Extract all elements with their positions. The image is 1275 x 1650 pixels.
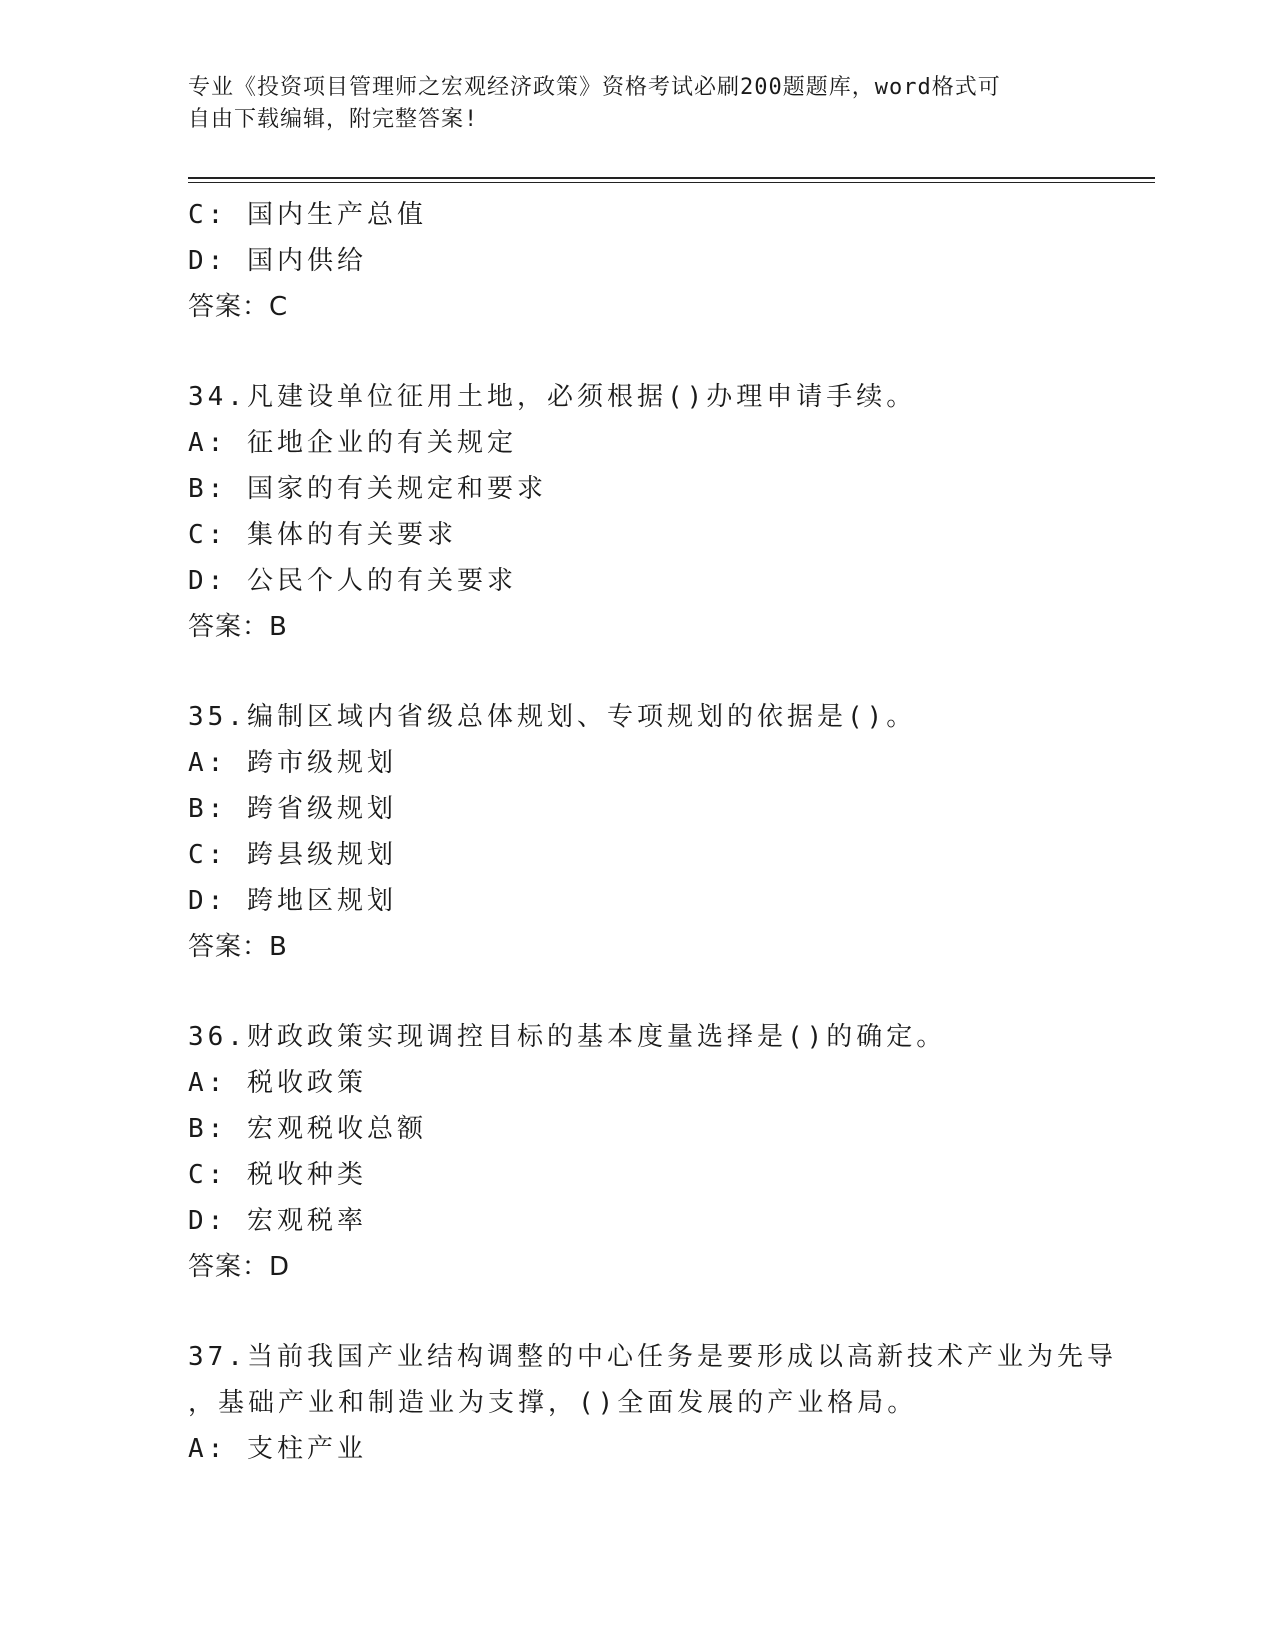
option-a: A: 跨市级规划 <box>188 748 397 778</box>
option-a: A: 支柱产业 <box>188 1434 367 1464</box>
header-divider-thick <box>188 177 1155 179</box>
answer-line: 答案：D <box>188 1252 291 1282</box>
option-d: D: 公民个人的有关要求 <box>188 566 517 596</box>
option-c: C: 跨县级规划 <box>188 840 397 870</box>
option-b: B: 跨省级规划 <box>188 794 397 824</box>
question-block-34 <box>188 374 1088 650</box>
option-c: C: 国内生产总值 <box>188 200 427 230</box>
answer-line: 答案：B <box>188 612 288 642</box>
option-b: B: 宏观税收总额 <box>188 1114 427 1144</box>
header-divider-thin <box>188 182 1155 183</box>
question-list <box>188 192 1117 1472</box>
question-text: 35.编制区域内省级总体规划、专项规划的依据是()。 <box>188 702 917 732</box>
option-c: C: 集体的有关要求 <box>188 520 457 550</box>
question-text-line-2: ，基础产业和制造业为支撑，()全面发展的产业格局。 <box>188 1388 918 1418</box>
answer-line: 答案：C <box>188 292 289 322</box>
question-block-37 <box>188 1334 1117 1472</box>
question-text: 36.财政政策实现调控目标的基本度量选择是()的确定。 <box>188 1022 947 1052</box>
question-text-line-1: 37.当前我国产业结构调整的中心任务是要形成以高新技术产业为先导 <box>188 1342 1117 1372</box>
option-d: D: 跨地区规划 <box>188 886 397 916</box>
question-block-36 <box>188 1014 1088 1290</box>
document-header <box>188 72 1068 136</box>
header-line-1: 专业《投资项目管理师之宏观经济政策》资格考试必刷200题题库，word格式可 <box>188 75 1001 100</box>
option-d: D: 宏观税率 <box>188 1206 367 1236</box>
question-block-35 <box>188 694 1088 970</box>
answer-line: 答案：B <box>188 932 288 962</box>
option-a: A: 税收政策 <box>188 1068 367 1098</box>
header-line-2: 自由下载编辑，附完整答案! <box>188 107 479 132</box>
option-c: C: 税收种类 <box>188 1160 367 1190</box>
question-text: 34.凡建设单位征用土地，必须根据()办理申请手续。 <box>188 382 917 412</box>
option-d: D: 国内供给 <box>188 246 367 276</box>
question-block-33-continued <box>188 192 1088 330</box>
option-a: A: 征地企业的有关规定 <box>188 428 517 458</box>
option-b: B: 国家的有关规定和要求 <box>188 474 547 504</box>
